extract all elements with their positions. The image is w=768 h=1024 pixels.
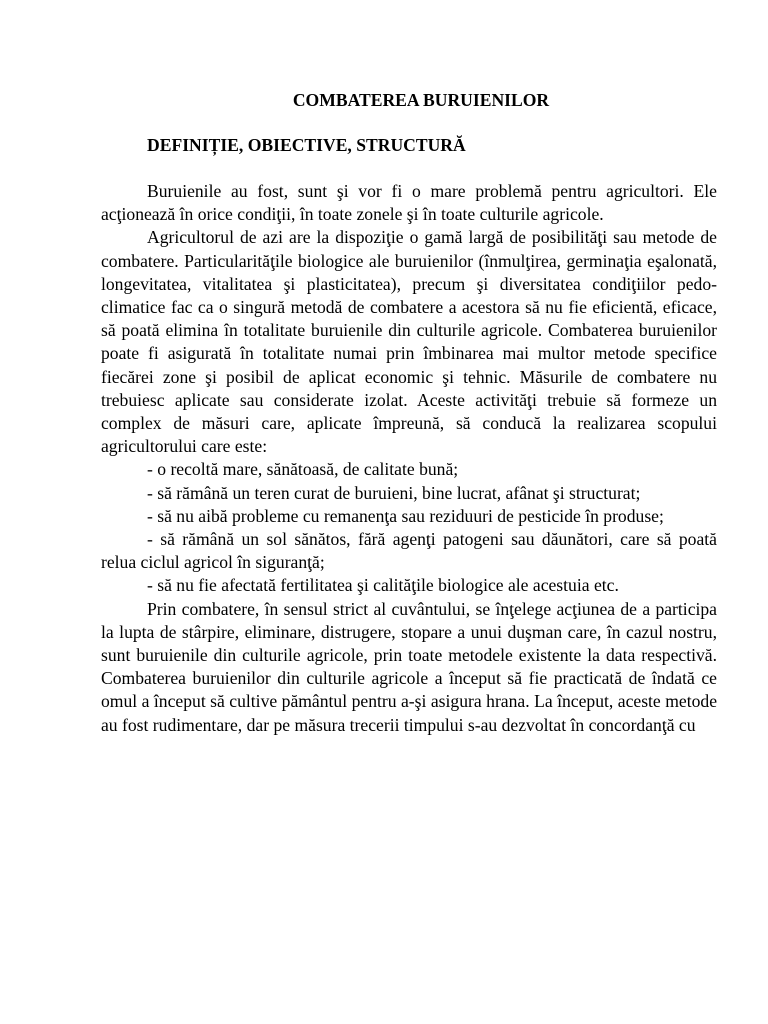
list-item-harvest: - o recoltă mare, sănătoasă, de calitate bună;	[147, 459, 459, 480]
document-body	[101, 180, 717, 737]
list-item-healthy-soil: - să rămână un sol sănătos, fără agenţi patogeni sau dăunători, care să poată relua ciclul agricol în siguranţă;	[101, 529, 717, 573]
paragraph-definition: Prin combatere, în sensul strict al cuvântului, se înţelege acţiunea de a participa la lupta de stârpire, eliminare, distrugere, stopare a unui duşman care, în cazul nostru, sunt buruienile din culturile agricole, prin toate metodele existente la data respectivă. Combaterea buruienilor din culturile agricole a început să fie practicată de îndată ce omul a început să cultive pământul pentru a-şi asigura hrana. La început, aceste metode au fost rudimentare, dar pe măsura trecerii timpului s-au dezvoltat în concordanţă cu	[101, 598, 717, 735]
list-item-residues: - să nu aibă probleme cu remanenţa sau reziduuri de pesticide în produse;	[147, 505, 664, 526]
document-title: COMBATEREA BURUIENILOR	[292, 90, 550, 110]
section-heading: DEFINIȚIE, OBIECTIVE, STRUCTURĂ	[147, 135, 466, 155]
paragraph-intro: Buruienile au fost, sunt şi vor fi o mare problemă pentru agricultori. Ele acţionează în orice condiţii, în toate zonele şi în toate culturile agricole.	[101, 181, 717, 225]
document-page	[101, 89, 717, 737]
paragraph-methods: Agricultorul de azi are la dispoziţie o gamă largă de posibilităţi sau metode de combatere. Particularităţile biologice ale buruienilor (înmulţirea, germinaţia eşalonată, longevitatea, vitalitatea şi plasticitatea), precum şi diversitatea condiţiilor pedo-climatice fac ca o singură metodă de combatere a acestora să nu fie eficientă, eficace, să poată elimina în totalitate buruienile din culturile agricole. Combaterea buruienilor poate fi asigurată în totalitate numai prin îmbinarea mai multor metode specifice fiecărei zone şi posibil de aplicat economic şi tehnic. Măsurile de combatere nu trebuiesc aplicate sau considerate izolat. Aceste activităţi trebuie să formeze un complex de măsuri care, aplicate împreună, să conducă la realizarea scopului agricultorului care este:	[101, 227, 717, 457]
list-item-clean-land: - să rămână un teren curat de buruieni, bine lucrat, afânat şi structurat;	[147, 482, 641, 503]
list-item-fertility: - să nu fie afectată fertilitatea şi calităţile biologice ale acestuia etc.	[147, 575, 619, 596]
